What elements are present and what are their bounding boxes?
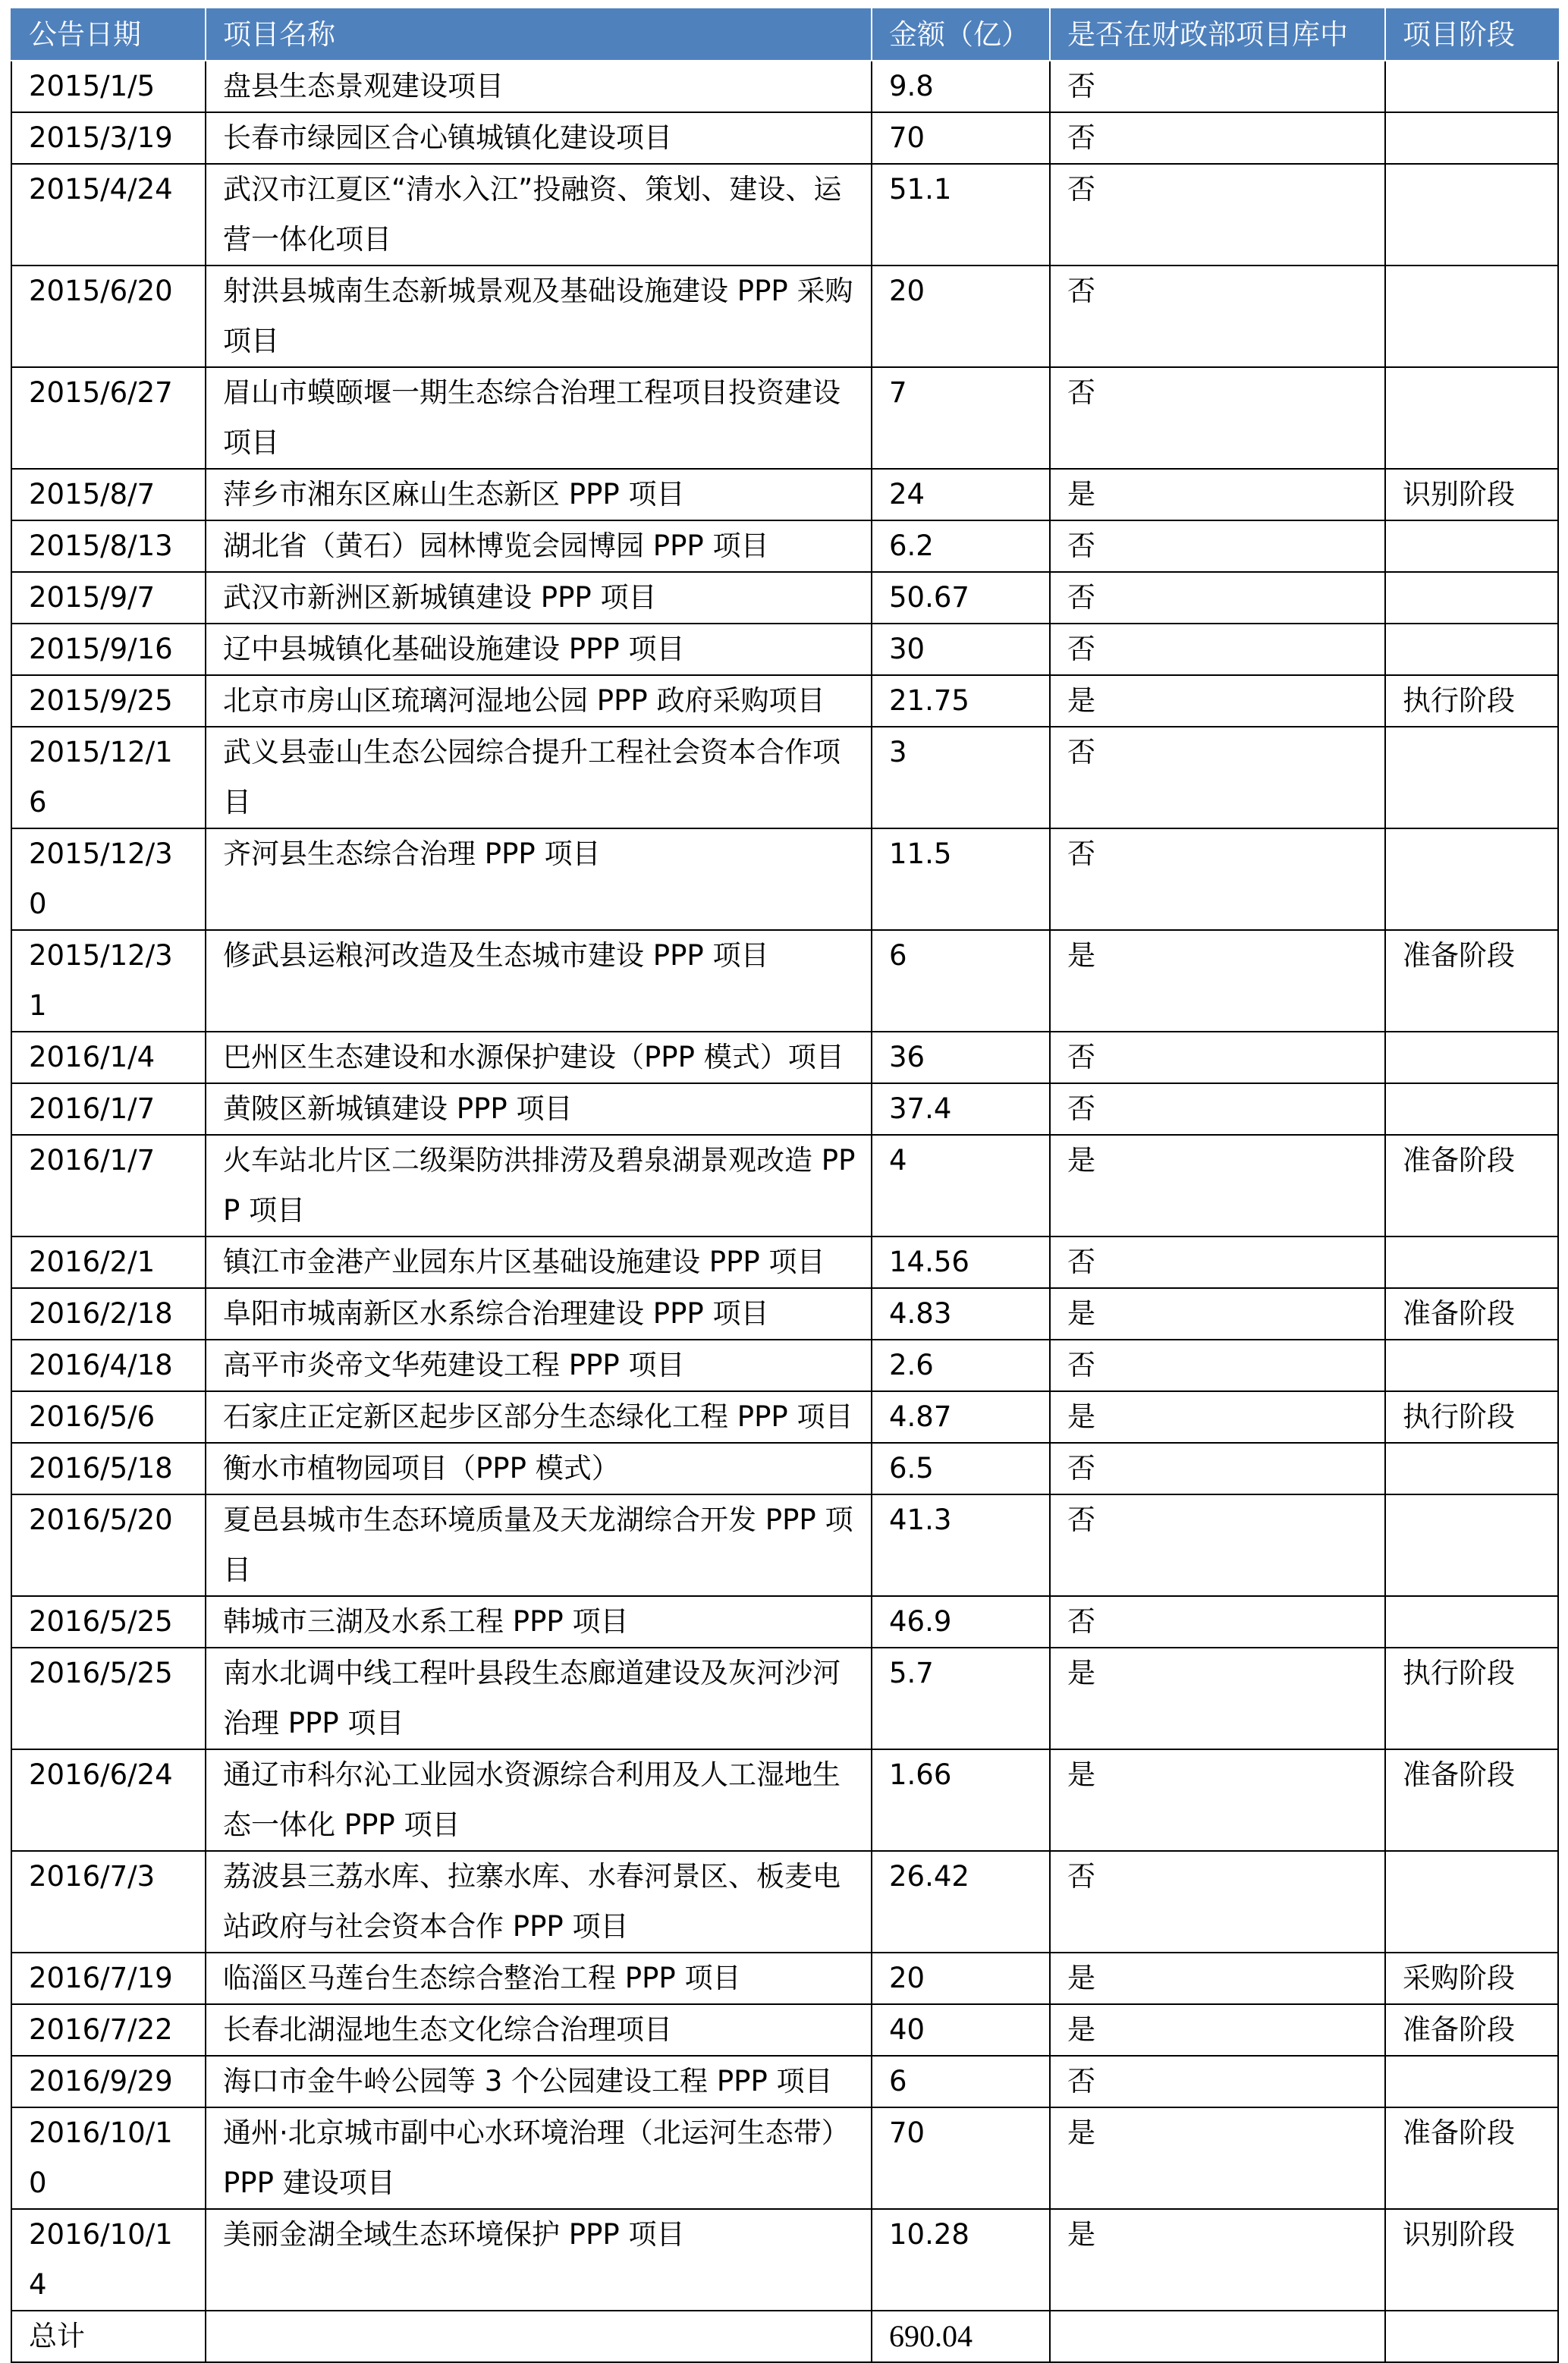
cell-amount: 4	[872, 1135, 1050, 1236]
cell-date: 2015/12/16	[11, 727, 206, 828]
table-row	[11, 675, 1558, 727]
cell-project-name: 长春北湖湿地生态文化综合治理项目	[206, 2004, 872, 2056]
table-row	[11, 572, 1558, 624]
cell-amount: 40	[872, 2004, 1050, 2056]
cell-stage	[1385, 1236, 1558, 1288]
cell-date: 2016/7/19	[11, 1953, 206, 2004]
cell-project-name: 武义县壶山生态公园综合提升工程社会资本合作项目	[206, 727, 872, 828]
cell-amount: 3	[872, 727, 1050, 828]
cell-amount: 1.66	[872, 1749, 1050, 1851]
cell-date: 2016/4/18	[11, 1340, 206, 1391]
cell-in-library: 否	[1050, 1032, 1385, 1083]
cell-stage	[1385, 828, 1558, 930]
cell-amount: 70	[872, 2107, 1050, 2209]
cell-project-name: 荔波县三荔水库、拉寨水库、水春河景区、板麦电站政府与社会资本合作 PPP 项目	[206, 1851, 872, 1953]
cell-project-name: 石家庄正定新区起步区部分生态绿化工程 PPP 项目	[206, 1391, 872, 1443]
cell-in-library: 否	[1050, 520, 1385, 572]
cell-stage	[1385, 266, 1558, 367]
cell-amount: 51.1	[872, 164, 1050, 266]
cell-amount: 5.7	[872, 1648, 1050, 1749]
cell-stage	[1385, 520, 1558, 572]
total-empty-stage	[1385, 2311, 1558, 2362]
cell-date: 2016/6/24	[11, 1749, 206, 1851]
cell-stage	[1385, 1083, 1558, 1135]
table-row	[11, 1391, 1558, 1443]
cell-date: 2016/5/25	[11, 1648, 206, 1749]
cell-date: 2015/9/16	[11, 624, 206, 675]
ppp-project-table-sheet	[11, 8, 1557, 2363]
cell-in-library: 是	[1050, 469, 1385, 520]
cell-amount: 7	[872, 367, 1050, 469]
cell-in-library: 是	[1050, 1135, 1385, 1236]
cell-project-name: 临淄区马莲台生态综合整治工程 PPP 项目	[206, 1953, 872, 2004]
header-project-name: 项目名称	[206, 9, 872, 61]
table-body	[11, 61, 1558, 2362]
cell-date: 2016/2/1	[11, 1236, 206, 1288]
cell-in-library: 否	[1050, 1340, 1385, 1391]
table-row	[11, 1340, 1558, 1391]
cell-in-library: 否	[1050, 572, 1385, 624]
cell-date: 2015/9/25	[11, 675, 206, 727]
cell-amount: 50.67	[872, 572, 1050, 624]
cell-in-library: 否	[1050, 1851, 1385, 1953]
cell-project-name: 衡水市植物园项目（PPP 模式）	[206, 1443, 872, 1494]
cell-project-name: 阜阳市城南新区水系综合治理建设 PPP 项目	[206, 1288, 872, 1340]
table-row	[11, 112, 1558, 164]
cell-amount: 6	[872, 930, 1050, 1032]
table-row	[11, 520, 1558, 572]
cell-project-name: 武汉市江夏区“清水入江”投融资、策划、建设、运营一体化项目	[206, 164, 872, 266]
cell-in-library: 是	[1050, 2107, 1385, 2209]
cell-project-name: 辽中县城镇化基础设施建设 PPP 项目	[206, 624, 872, 675]
cell-stage: 准备阶段	[1385, 2004, 1558, 2056]
table-row	[11, 1494, 1558, 1596]
table-row	[11, 2004, 1558, 2056]
cell-in-library: 是	[1050, 1288, 1385, 1340]
table-row	[11, 1596, 1558, 1648]
cell-in-library: 否	[1050, 367, 1385, 469]
cell-project-name: 眉山市蟆颐堰一期生态综合治理工程项目投资建设项目	[206, 367, 872, 469]
cell-in-library: 是	[1050, 2209, 1385, 2311]
table-row	[11, 930, 1558, 1032]
cell-in-library: 否	[1050, 1443, 1385, 1494]
cell-amount: 41.3	[872, 1494, 1050, 1596]
total-empty-name	[206, 2311, 872, 2362]
cell-amount: 21.75	[872, 675, 1050, 727]
cell-date: 2016/10/14	[11, 2209, 206, 2311]
cell-stage: 执行阶段	[1385, 1648, 1558, 1749]
cell-project-name: 韩城市三湖及水系工程 PPP 项目	[206, 1596, 872, 1648]
cell-project-name: 高平市炎帝文华苑建设工程 PPP 项目	[206, 1340, 872, 1391]
cell-project-name: 北京市房山区琉璃河湿地公园 PPP 政府采购项目	[206, 675, 872, 727]
ppp-project-table	[11, 8, 1559, 2363]
cell-date: 2015/3/19	[11, 112, 206, 164]
cell-project-name: 黄陂区新城镇建设 PPP 项目	[206, 1083, 872, 1135]
table-row	[11, 2209, 1558, 2311]
cell-stage	[1385, 624, 1558, 675]
cell-in-library: 否	[1050, 1494, 1385, 1596]
cell-stage: 准备阶段	[1385, 930, 1558, 1032]
cell-in-library: 是	[1050, 1648, 1385, 1749]
table-row	[11, 2107, 1558, 2209]
cell-project-name: 通辽市科尔沁工业园水资源综合利用及人工湿地生态一体化 PPP 项目	[206, 1749, 872, 1851]
cell-date: 2016/7/3	[11, 1851, 206, 1953]
cell-stage	[1385, 1851, 1558, 1953]
cell-project-name: 巴州区生态建设和水源保护建设（PPP 模式）项目	[206, 1032, 872, 1083]
cell-project-name: 长春市绿园区合心镇城镇化建设项目	[206, 112, 872, 164]
cell-in-library: 是	[1050, 930, 1385, 1032]
cell-stage	[1385, 112, 1558, 164]
table-row	[11, 266, 1558, 367]
table-row	[11, 828, 1558, 930]
cell-in-library: 否	[1050, 266, 1385, 367]
cell-in-library: 否	[1050, 624, 1385, 675]
table-row	[11, 367, 1558, 469]
header-row	[11, 9, 1558, 61]
cell-amount: 6	[872, 2056, 1050, 2107]
table-row	[11, 1236, 1558, 1288]
cell-amount: 36	[872, 1032, 1050, 1083]
cell-stage: 识别阶段	[1385, 2209, 1558, 2311]
cell-project-name: 盘县生态景观建设项目	[206, 61, 872, 112]
cell-amount: 2.6	[872, 1340, 1050, 1391]
cell-in-library: 是	[1050, 1749, 1385, 1851]
cell-in-library: 否	[1050, 1596, 1385, 1648]
cell-project-name: 夏邑县城市生态环境质量及天龙湖综合开发 PPP 项目	[206, 1494, 872, 1596]
cell-project-name: 修武县运粮河改造及生态城市建设 PPP 项目	[206, 930, 872, 1032]
cell-project-name: 湖北省（黄石）园林博览会园博园 PPP 项目	[206, 520, 872, 572]
cell-in-library: 否	[1050, 61, 1385, 112]
cell-amount: 4.83	[872, 1288, 1050, 1340]
cell-project-name: 通州·北京城市副中心水环境治理（北运河生态带）PPP 建设项目	[206, 2107, 872, 2209]
total-amount: 690.04	[872, 2311, 1050, 2362]
cell-in-library: 否	[1050, 1083, 1385, 1135]
cell-stage	[1385, 1596, 1558, 1648]
cell-in-library: 是	[1050, 675, 1385, 727]
table-row	[11, 1135, 1558, 1236]
cell-stage	[1385, 2056, 1558, 2107]
cell-stage	[1385, 61, 1558, 112]
cell-amount: 10.28	[872, 2209, 1050, 2311]
cell-project-name: 镇江市金港产业园东片区基础设施建设 PPP 项目	[206, 1236, 872, 1288]
cell-stage	[1385, 164, 1558, 266]
cell-amount: 20	[872, 1953, 1050, 2004]
cell-project-name: 射洪县城南生态新城景观及基础设施建设 PPP 采购项目	[206, 266, 872, 367]
total-empty-library	[1050, 2311, 1385, 2362]
cell-stage	[1385, 1443, 1558, 1494]
cell-stage	[1385, 727, 1558, 828]
cell-amount: 6.5	[872, 1443, 1050, 1494]
total-row	[11, 2311, 1558, 2362]
cell-stage: 准备阶段	[1385, 2107, 1558, 2209]
cell-date: 2016/2/18	[11, 1288, 206, 1340]
table-row	[11, 2056, 1558, 2107]
cell-date: 2016/10/10	[11, 2107, 206, 2209]
cell-date: 2015/6/20	[11, 266, 206, 367]
cell-in-library: 否	[1050, 112, 1385, 164]
cell-date: 2016/5/18	[11, 1443, 206, 1494]
cell-stage	[1385, 367, 1558, 469]
header-stage: 项目阶段	[1385, 9, 1558, 61]
total-label: 总计	[11, 2311, 206, 2362]
cell-stage: 执行阶段	[1385, 1391, 1558, 1443]
cell-in-library: 是	[1050, 1391, 1385, 1443]
cell-stage	[1385, 572, 1558, 624]
cell-amount: 24	[872, 469, 1050, 520]
table-row	[11, 1648, 1558, 1749]
cell-date: 2015/6/27	[11, 367, 206, 469]
cell-in-library: 否	[1050, 727, 1385, 828]
cell-amount: 46.9	[872, 1596, 1050, 1648]
cell-project-name: 美丽金湖全域生态环境保护 PPP 项目	[206, 2209, 872, 2311]
table-header	[11, 9, 1558, 61]
cell-date: 2015/8/13	[11, 520, 206, 572]
table-row	[11, 1288, 1558, 1340]
table-row	[11, 164, 1558, 266]
cell-project-name: 火车站北片区二级渠防洪排涝及碧泉湖景观改造 PPP 项目	[206, 1135, 872, 1236]
cell-date: 2016/1/7	[11, 1135, 206, 1236]
cell-date: 2015/1/5	[11, 61, 206, 112]
cell-date: 2015/9/7	[11, 572, 206, 624]
table-row	[11, 1443, 1558, 1494]
cell-date: 2016/7/22	[11, 2004, 206, 2056]
table-row	[11, 624, 1558, 675]
cell-in-library: 是	[1050, 2004, 1385, 2056]
cell-amount: 20	[872, 266, 1050, 367]
cell-amount: 9.8	[872, 61, 1050, 112]
header-date: 公告日期	[11, 9, 206, 61]
table-row	[11, 1851, 1558, 1953]
table-row	[11, 727, 1558, 828]
table-row	[11, 1083, 1558, 1135]
cell-amount: 70	[872, 112, 1050, 164]
cell-in-library: 是	[1050, 1953, 1385, 2004]
cell-amount: 11.5	[872, 828, 1050, 930]
cell-amount: 30	[872, 624, 1050, 675]
table-row	[11, 469, 1558, 520]
cell-date: 2016/5/20	[11, 1494, 206, 1596]
cell-amount: 4.87	[872, 1391, 1050, 1443]
cell-date: 2016/1/7	[11, 1083, 206, 1135]
cell-stage: 识别阶段	[1385, 469, 1558, 520]
cell-date: 2015/4/24	[11, 164, 206, 266]
cell-amount: 6.2	[872, 520, 1050, 572]
cell-in-library: 否	[1050, 164, 1385, 266]
cell-amount: 26.42	[872, 1851, 1050, 1953]
cell-stage	[1385, 1340, 1558, 1391]
cell-project-name: 萍乡市湘东区麻山生态新区 PPP 项目	[206, 469, 872, 520]
cell-stage: 准备阶段	[1385, 1135, 1558, 1236]
table-row	[11, 61, 1558, 112]
cell-stage: 执行阶段	[1385, 675, 1558, 727]
cell-stage: 准备阶段	[1385, 1749, 1558, 1851]
cell-project-name: 海口市金牛岭公园等 3 个公园建设工程 PPP 项目	[206, 2056, 872, 2107]
cell-date: 2016/9/29	[11, 2056, 206, 2107]
cell-stage	[1385, 1032, 1558, 1083]
cell-date: 2015/8/7	[11, 469, 206, 520]
cell-stage: 准备阶段	[1385, 1288, 1558, 1340]
cell-project-name: 武汉市新洲区新城镇建设 PPP 项目	[206, 572, 872, 624]
cell-in-library: 否	[1050, 2056, 1385, 2107]
cell-date: 2016/5/25	[11, 1596, 206, 1648]
cell-project-name: 齐河县生态综合治理 PPP 项目	[206, 828, 872, 930]
cell-date: 2015/12/31	[11, 930, 206, 1032]
cell-project-name: 南水北调中线工程叶县段生态廊道建设及灰河沙河治理 PPP 项目	[206, 1648, 872, 1749]
cell-date: 2015/12/30	[11, 828, 206, 930]
header-in-library: 是否在财政部项目库中	[1050, 9, 1385, 61]
cell-stage	[1385, 1494, 1558, 1596]
cell-amount: 37.4	[872, 1083, 1050, 1135]
table-row	[11, 1953, 1558, 2004]
table-row	[11, 1032, 1558, 1083]
cell-amount: 14.56	[872, 1236, 1050, 1288]
cell-stage: 采购阶段	[1385, 1953, 1558, 2004]
header-amount: 金额（亿）	[872, 9, 1050, 61]
cell-in-library: 否	[1050, 1236, 1385, 1288]
cell-date: 2016/1/4	[11, 1032, 206, 1083]
cell-in-library: 否	[1050, 828, 1385, 930]
table-row	[11, 1749, 1558, 1851]
cell-date: 2016/5/6	[11, 1391, 206, 1443]
